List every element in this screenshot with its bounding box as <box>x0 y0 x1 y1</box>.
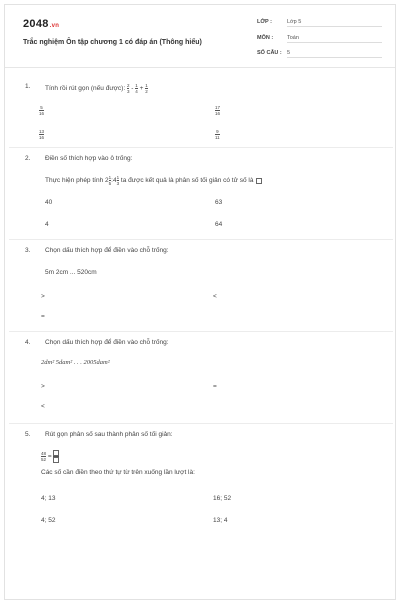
worksheet <box>4 4 396 600</box>
question-number: 4. <box>25 339 31 346</box>
fraction-den: 4 <box>135 89 138 94</box>
option-c[interactable]: < <box>41 403 45 410</box>
question-number: 3. <box>25 247 31 254</box>
statement-text: Thực hiện phép tính <box>45 177 106 185</box>
question-4-statement: 2dm² 5dam² . . . 2005dam² <box>41 359 110 366</box>
option-a[interactable]: > <box>41 383 45 390</box>
operator: + <box>139 85 144 93</box>
fraction-den: 52 <box>41 457 47 462</box>
fraction <box>127 83 130 94</box>
meta-class <box>257 19 382 28</box>
question-2-statement: Thực hiện phép tính 2 $\frac{1}{5}$ :4 $\frac{1}{3}$ ta được kết quả là phân số tối giản có tử số là <box>45 175 262 186</box>
question-3-statement: 5m 2cm ... 520cm <box>45 269 97 276</box>
fraction-num: 13 <box>39 129 45 134</box>
brand-logo[interactable] <box>23 18 59 30</box>
fraction-num: 5 <box>40 105 43 110</box>
meta-key: SỐ CÂU : <box>257 50 282 56</box>
meta-count <box>257 50 382 59</box>
question-number: 2. <box>25 155 31 162</box>
meta-key: LỚP : <box>257 19 272 25</box>
divider <box>9 239 393 240</box>
fraction-num: 1 <box>108 175 112 180</box>
header <box>5 5 395 68</box>
question-text: Điền số thích hợp vào ô trống: <box>45 155 133 162</box>
question-text <box>45 83 148 94</box>
fraction-num: 1 <box>145 83 148 88</box>
mixed-whole: 2 <box>105 177 109 185</box>
fraction-den: 2 <box>145 89 148 94</box>
question-5-instruction: Các số cần điền theo thứ tự từ trên xuống lần lượt là: <box>41 469 195 476</box>
answer-box-bottom[interactable] <box>53 457 59 463</box>
answer-fraction[interactable] <box>53 450 59 463</box>
fraction-den: 3 <box>116 181 120 186</box>
fraction-num: 2 <box>126 83 130 88</box>
option-d[interactable]: 13; 4 <box>213 517 228 524</box>
fraction <box>109 175 112 186</box>
fraction-den: 16 <box>39 111 45 116</box>
option-c[interactable]: = <box>41 313 45 320</box>
fraction-den: 5 <box>108 181 112 186</box>
option-c[interactable]: 4; 52 <box>41 517 56 524</box>
option-d[interactable] <box>215 129 220 140</box>
option-a[interactable] <box>39 105 44 116</box>
option-a[interactable]: 4; 13 <box>41 495 56 502</box>
divider <box>9 147 393 148</box>
answer-box[interactable] <box>256 178 262 184</box>
option-b[interactable]: 16; 52 <box>213 495 232 502</box>
question-text: Chọn dấu thích hợp để điền vào chỗ trống: <box>45 339 169 346</box>
fraction <box>135 83 138 94</box>
option-a[interactable]: 40 <box>45 199 53 206</box>
option-d[interactable]: 64 <box>215 221 223 228</box>
brand-suffix: .vn <box>49 23 60 29</box>
fraction-den: 11 <box>215 135 220 140</box>
meta-value: 5 <box>287 50 382 58</box>
brand-name: 2048 <box>23 18 49 30</box>
fraction <box>41 451 46 462</box>
meta-value: Lớp 5 <box>287 19 382 27</box>
fraction-den: 16 <box>39 135 45 140</box>
option-a[interactable]: > <box>41 293 45 300</box>
question-text: Rút gọn phân số sau thành phân số tối giản: <box>45 431 173 438</box>
option-b[interactable] <box>215 105 220 116</box>
option-b[interactable]: 63 <box>215 199 223 206</box>
fraction-num: 1 <box>116 175 120 180</box>
question-text-main: Tính rồi rút gọn (nếu được): <box>45 85 126 93</box>
doc-title: Trắc nghiệm Ôn tập chương 1 có đáp án (Thông hiểu) <box>23 39 202 46</box>
option-b[interactable]: = <box>213 383 217 390</box>
option-c[interactable]: 4 <box>45 221 49 228</box>
fraction-num: 1 <box>135 83 138 88</box>
divider <box>9 423 393 424</box>
question-5-expression: $\frac{48}{52}$ = <box>41 450 59 463</box>
question-text: Chọn dấu thích hợp để điền vào chỗ trống: <box>45 247 169 254</box>
option-c[interactable] <box>39 129 44 140</box>
meta-subject <box>257 35 382 44</box>
operator: - <box>131 85 134 93</box>
fraction-num: 17 <box>215 105 221 110</box>
fraction <box>145 83 148 94</box>
fraction-num: 48 <box>41 451 47 456</box>
statement-text: ta được kết quả là phân số tối giản có tử số là <box>119 177 254 185</box>
mixed-whole: 4 <box>112 177 117 185</box>
fraction-num: 9 <box>216 129 219 134</box>
question-number: 1. <box>25 83 31 90</box>
divider <box>9 331 393 332</box>
meta-key: MÔN : <box>257 35 274 41</box>
meta-value: Toán <box>287 35 382 43</box>
question-number: 5. <box>25 431 31 438</box>
option-b[interactable]: < <box>213 293 217 300</box>
fraction-den: 3 <box>126 89 130 94</box>
fraction-den: 16 <box>215 111 221 116</box>
